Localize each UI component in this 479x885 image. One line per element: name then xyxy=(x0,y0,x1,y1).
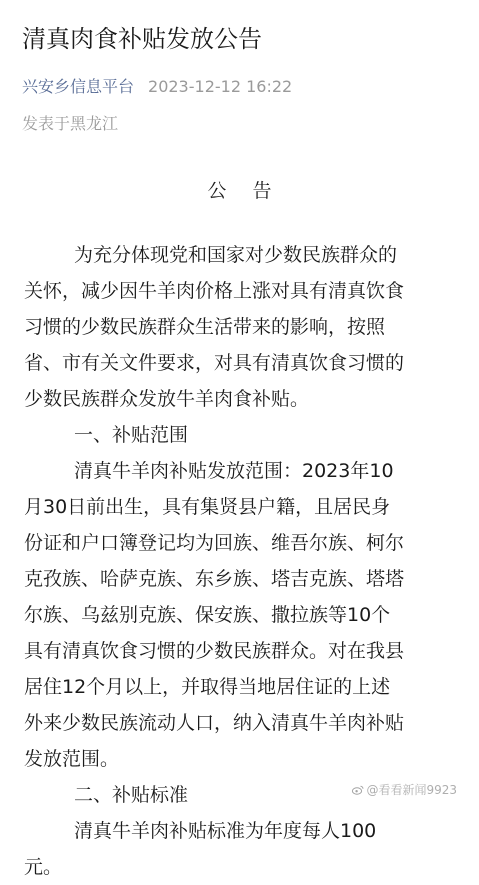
watermark-text: @看看新闻9923 xyxy=(366,783,457,797)
source-account-link[interactable]: 兴安乡信息平台 xyxy=(22,77,135,96)
section-1-paragraph: 清真牛羊肉补贴发放范围：2023年10月30日前出生，具有集贤县户籍，且居民身份证和户口簿登记均为回族、维吾尔族、柯尔克孜族、哈萨克族、东乡族、塔吉克族、塔塔尔族、乌兹别克族、保安族、撒拉族等10个具有清真饮食习惯的少数民族群众。对在我县居住12个月以上，并取得当地居住证的上述外来少数民族流动人口，纳入清真牛羊肉补贴发放范围。 xyxy=(24,460,405,770)
intro-paragraph: 为充分体现党和国家对少数民族群众的关怀，减少因牛羊肉价格上涨对具有清真饮食习惯的少数民族群众生活带来的影响，按照省、市有关文件要求，对具有清真饮食习惯的少数民族群众发放牛羊肉食补贴。 xyxy=(24,244,405,410)
section-2-paragraph: 清真牛羊肉补贴标准为年度每人100元。 xyxy=(24,820,377,878)
image-watermark xyxy=(352,782,457,798)
section-2-title: 二、补贴标准 xyxy=(74,784,189,806)
publish-datetime: 2023-12-12 16:22 xyxy=(148,77,293,96)
weibo-icon xyxy=(352,785,364,795)
section-1-title: 一、补贴范围 xyxy=(74,424,189,446)
article-meta xyxy=(22,76,292,98)
publish-location: 发表于黑龙江 xyxy=(22,114,119,133)
article-title: 清真肉食补贴发放公告 xyxy=(22,25,262,53)
notice-heading: 公告 xyxy=(207,180,298,202)
